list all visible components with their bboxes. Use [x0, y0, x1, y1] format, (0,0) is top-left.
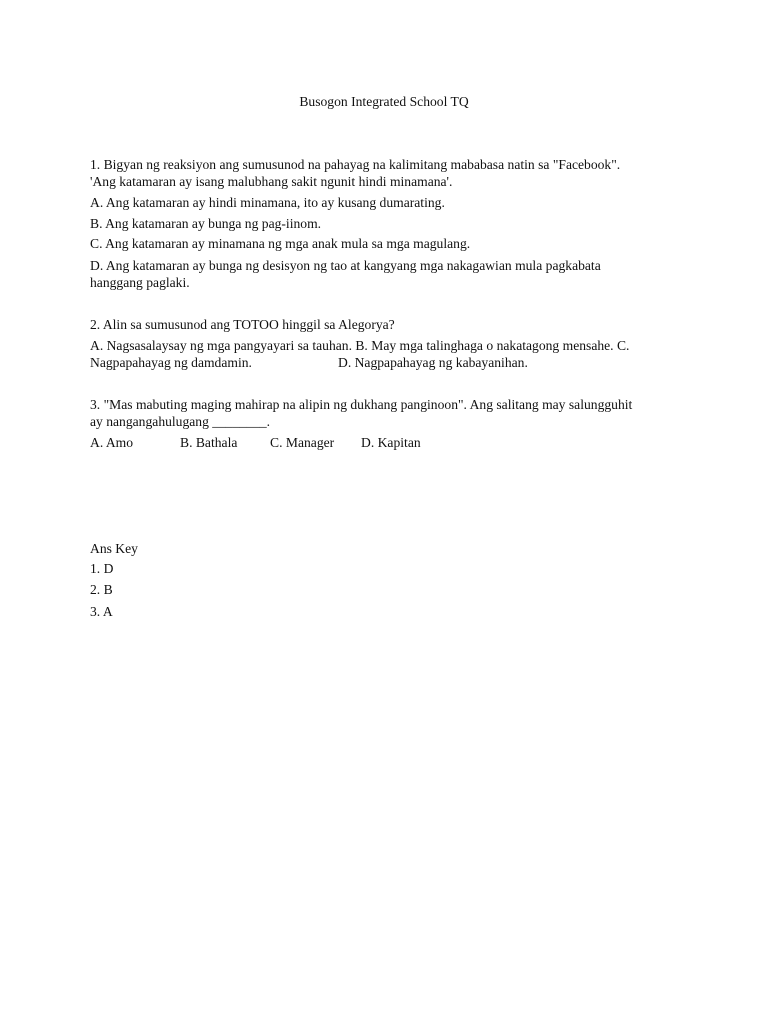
question-3-option-a: A. Amo — [90, 435, 134, 450]
question-3-options — [90, 435, 690, 452]
question-3-option-d: D. Kapitan — [361, 435, 421, 450]
question-1 — [90, 157, 690, 190]
question-1-text: 1. Bigyan ng reaksiyon ang sumusunod na pahayag na kalimitang mababasa natin sa "Facebook". — [90, 157, 621, 172]
answer-key-item: 1. D — [90, 561, 114, 576]
question-1-option-c: C. Ang katamaran ay minamana ng mga anak mula sa mga magulang. — [90, 236, 471, 251]
document-title: Busogon Integrated School TQ — [299, 94, 469, 109]
question-1-quote: 'Ang katamaran ay isang malubhang sakit ngunit hindi minamana'. — [90, 173, 453, 189]
question-2-text: 2. Alin sa sumusunod ang TOTOO hinggil sa Alegorya? — [90, 317, 395, 332]
question-1-option-d: D. Ang katamaran ay bunga ng desisyon ng tao at kangyang mga nakagawian mula pagkabata hanggang paglaki. — [90, 258, 601, 290]
question-2-options-line2 — [90, 355, 690, 372]
question-2-option-d: D. Nagpapahayag ng kabayanihan. — [338, 355, 528, 370]
question-3-option-b: B. Bathala — [180, 435, 238, 450]
question-2-options-line1: A. Nagsasalaysay ng mga pangyayari sa tauhan. B. May mga talinghaga o nakatagong mensahe. C. — [90, 338, 630, 353]
question-1-option-a: A. Ang katamaran ay hindi minamana, ito ay kusang dumarating. — [90, 195, 445, 210]
question-3-text-cont: ay nangangahulugang ________. — [90, 413, 271, 429]
question-2-option-c-cont: Nagpapahayag ng damdamin. — [90, 355, 252, 370]
question-3 — [90, 397, 690, 430]
question-3-text: 3. "Mas mabuting maging mahirap na alipin ng dukhang panginoon". Ang salitang may salungguhit — [90, 397, 633, 412]
answer-key-heading: Ans Key — [90, 541, 138, 556]
answer-key-item: 2. B — [90, 582, 113, 597]
question-1-option-b: B. Ang katamaran ay bunga ng pag-iinom. — [90, 216, 322, 231]
question-3-option-c: C. Manager — [270, 435, 335, 450]
answer-key-item: 3. A — [90, 604, 113, 619]
